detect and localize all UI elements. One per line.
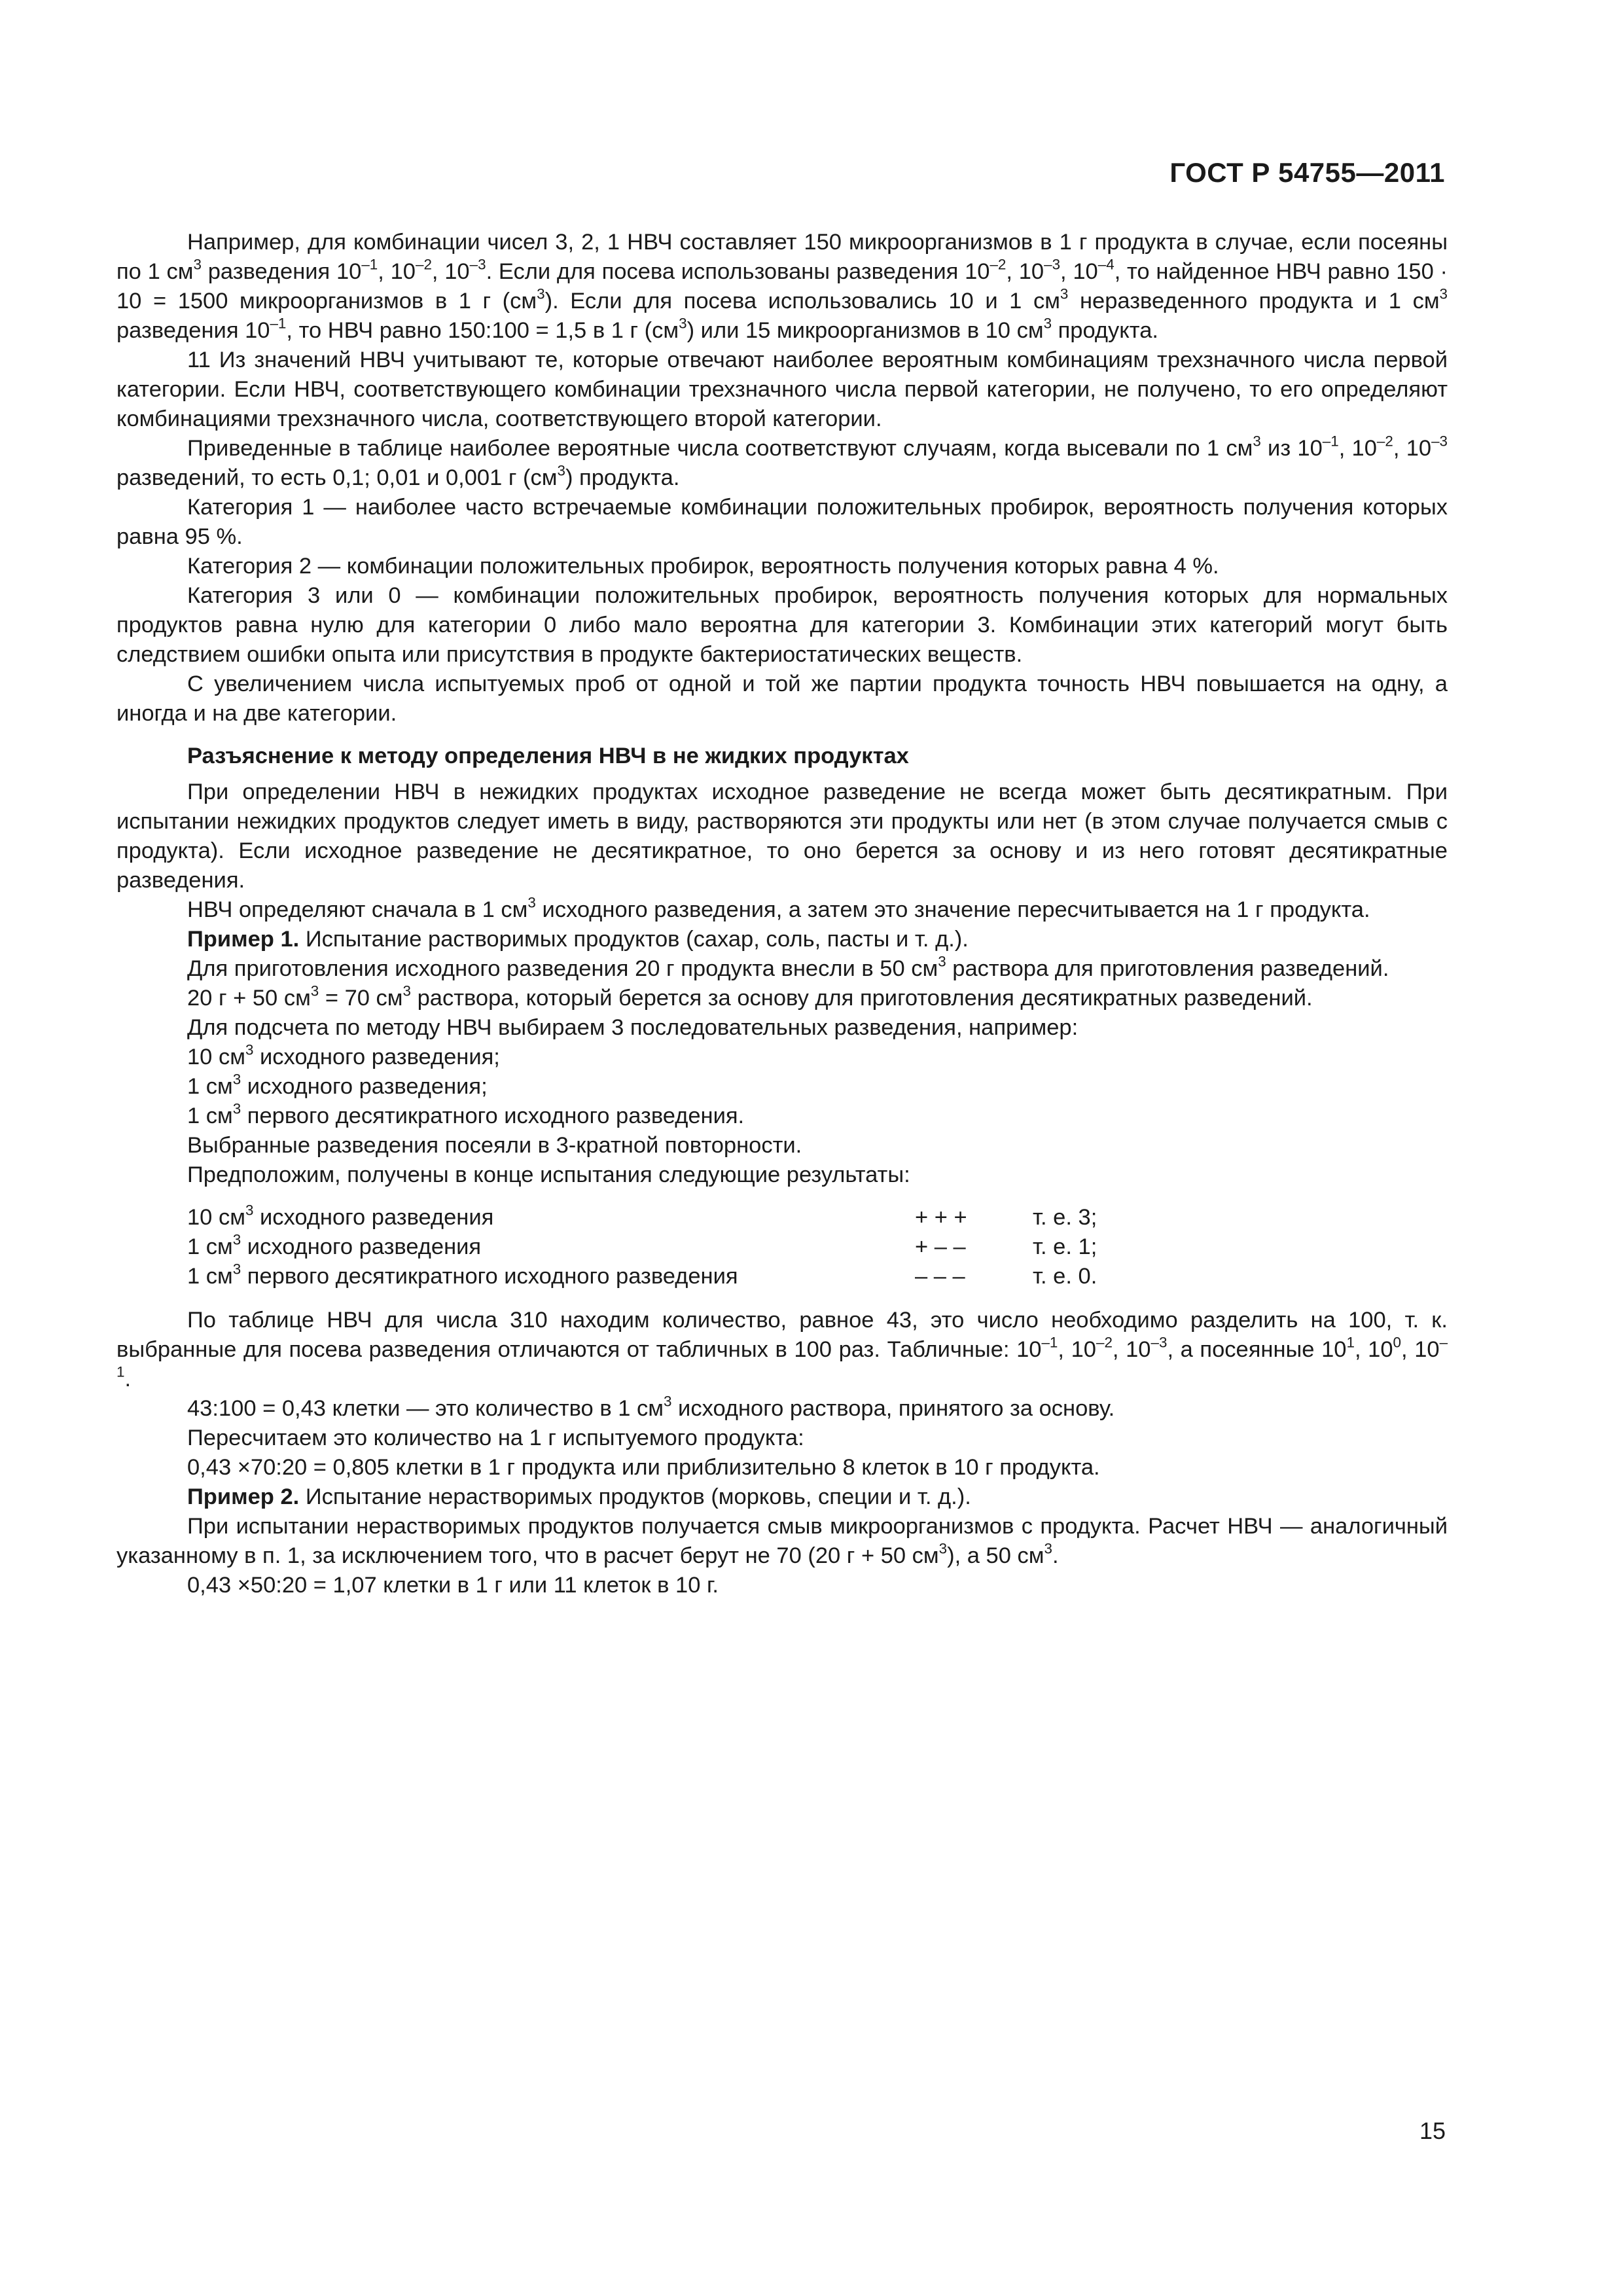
standard-designation: ГОСТ Р 54755—2011 [1169, 157, 1445, 188]
paragraph-table-numbers: Приведенные в таблице наиболее вероятные числа соответствуют случаям, когда высевали по 1 $см^3$ из $10^{-1}$, $10^{-2}$, $10^{-3}$ разведений, то есть 0,1; 0,01 и 0,001 г $(см^3)$ продукта. [116, 433, 1448, 490]
result-value: т. е. 0. [1033, 1264, 1097, 1289]
paragraph-accuracy: С увеличением числа испытуемых проб от одной и той же партии продукта точность НВЧ повышается на одну, а иногда и на две категории. [116, 672, 1448, 726]
list-item-dilution: 1 $см^3$ исходного разведения; [187, 1071, 488, 1099]
paragraph-recalculate: Пересчитаем это количество на 1 г испытуемого продукта: [187, 1426, 804, 1450]
result-dilution: 1 $см^3$ исходного разведения [187, 1231, 482, 1259]
paragraph-example-combination: Например, для комбинации чисел 3, 2, 1 НВЧ составляет 150 микроорганизмов в 1 г продукта в случае, если посеяны по 1 $см^3$ разведения $10^{-1}$, $10^{-2}$, $10^{-3}$. Если для посева использованы разведения $10^{-2}$, $10^{-3}$, $10^{-4}$, то найденное НВЧ равно 150 · 10 = 1500 микроорганизмов в 1 г $(см^3)$. Если для посева использовались 10 и 1 $см^3$ неразведенного продукта и 1 $см^3$ разведения $10^{-1}$, то НВЧ равно 150:100 = 1,5 в 1 г $(см^3)$ или 15 микроорганизмов в 10 $см^3$ продукта. [116, 230, 1448, 343]
result-signs: + + + [915, 1205, 967, 1230]
result-value: т. е. 3; [1033, 1205, 1097, 1230]
table-row [187, 1203, 1097, 1232]
paragraph-category-3-0: Категория 3 или 0 — комбинации положительных пробирок, вероятность получения которых для нормальных продуктов равна нулю для категории 0 либо мало вероятна для категории 3. Комбинации этих категорий могут быть следствием ошибки опыта или присутствия в продукте бактериостатических веществ. [116, 583, 1448, 667]
result-signs: + – – [915, 1234, 966, 1259]
page-number: 15 [1419, 2117, 1446, 2144]
list-item-dilution: 10 $см^3$ исходного разведения; [187, 1041, 500, 1069]
paragraph-category-1: Категория 1 — наиболее часто встречаемые комбинации положительных пробирок, вероятность получения которых равна 95 %. [116, 495, 1448, 549]
document-body [116, 228, 1448, 1600]
paragraph-select-dilutions: Для подсчета по методу НВЧ выбираем 3 последовательных разведения, например: [187, 1015, 1079, 1040]
paragraph-replicates: Выбранные разведения посеяли в 3-кратной повторности. [187, 1133, 802, 1158]
paragraph-results-intro: Предположим, получены в конце испытания следующие результаты: [187, 1162, 910, 1187]
paragraph-example-1: Пример 1. Испытание растворимых продуктов (сахар, соль, пасты и т. д.). [187, 927, 969, 952]
paragraph-volume-sum: 20 г + 50 $см^3 = 70$ $см^3$ раствора, который берется за основу для приготовления десятикратных разведений. [187, 982, 1313, 1011]
results-table [187, 1203, 1097, 1291]
paragraph-initial-dilution: НВЧ определяют сначала в 1 $см^3$ исходного разведения, а затем это значение пересчитывается на 1 г продукта. [187, 894, 1370, 922]
paragraph-calculation-2: 0,43 ×50:20 = 1,07 клетки в 1 г или 11 клеток в 10 г. [187, 1573, 719, 1598]
result-dilution: 10 $см^3$ исходного разведения [187, 1202, 494, 1230]
result-dilution: 1 $см^3$ первого десятикратного исходного разведения [187, 1261, 738, 1289]
paragraph-category-2: Категория 2 — комбинации положительных пробирок, вероятность получения которых равна 4 %. [187, 554, 1219, 579]
paragraph-clause-11: 11 Из значений НВЧ учитывают те, которые отвечают наиболее вероятным комбинациям трехзначного числа первой категории. Если НВЧ, соответствующего комбинации трехзначного числа первой категории, не получено, то его определяют комбинациями трехзначного числа, соответствующего второй категории. [116, 348, 1448, 431]
paragraph-preparation: Для приготовления исходного разведения 20 г продукта внесли в 50 $см^3$ раствора для приготовления разведений. [187, 953, 1389, 981]
paragraph-example-2: Пример 2. Испытание нерастворимых продуктов (морковь, специи и т. д.). [187, 1484, 971, 1509]
paragraph-insoluble: При испытании нерастворимых продуктов получается смыв микроорганизмов с продукта. Расчет НВЧ — аналогичный указанному в п. 1, за исключением того, что в расчет берут не 70 (20 г + 50 $см^3$), а 50 $см^3$. [116, 1514, 1448, 1568]
section-title: Разъяснение к методу определения НВЧ в не жидких продуктах [187, 744, 909, 768]
result-value: т. е. 1; [1033, 1234, 1097, 1259]
paragraph-table-lookup: По таблице НВЧ для числа 310 находим количество, равное 43, это число необходимо разделить на 100, т. к. выбранные для посева разведения отличаются от табличных в 100 раз. Табличные: $10^{-1}$, $10^{-2}$, $10^{-3}$, а посеянные $10^1$, $10^0$, $10^{-1}$. [116, 1308, 1448, 1391]
paragraph-nonliquid-intro: При определении НВЧ в нежидких продуктах исходное разведение не всегда может быть десятикратным. При испытании нежидких продуктов следует иметь в виду, растворяются эти продукты или нет (в этом случае получается смыв с продукта). Если исходное разведение не десятикратное, то оно берется за основу и из него готовят десятикратные разведения. [116, 780, 1448, 893]
paragraph-cells-count: 43:100 = 0,43 клетки — это количество в 1 $см^3$ исходного раствора, принятого за основу. [187, 1393, 1115, 1421]
paragraph-calculation-1: 0,43 ×70:20 = 0,805 клетки в 1 г продукта или приблизительно 8 клеток в 10 г продукта. [187, 1455, 1100, 1480]
table-row [187, 1262, 1097, 1291]
result-signs: – – – [915, 1264, 965, 1289]
list-item-dilution: 1 $см^3$ первого десятикратного исходного разведения. [187, 1100, 745, 1128]
table-row [187, 1232, 1097, 1262]
